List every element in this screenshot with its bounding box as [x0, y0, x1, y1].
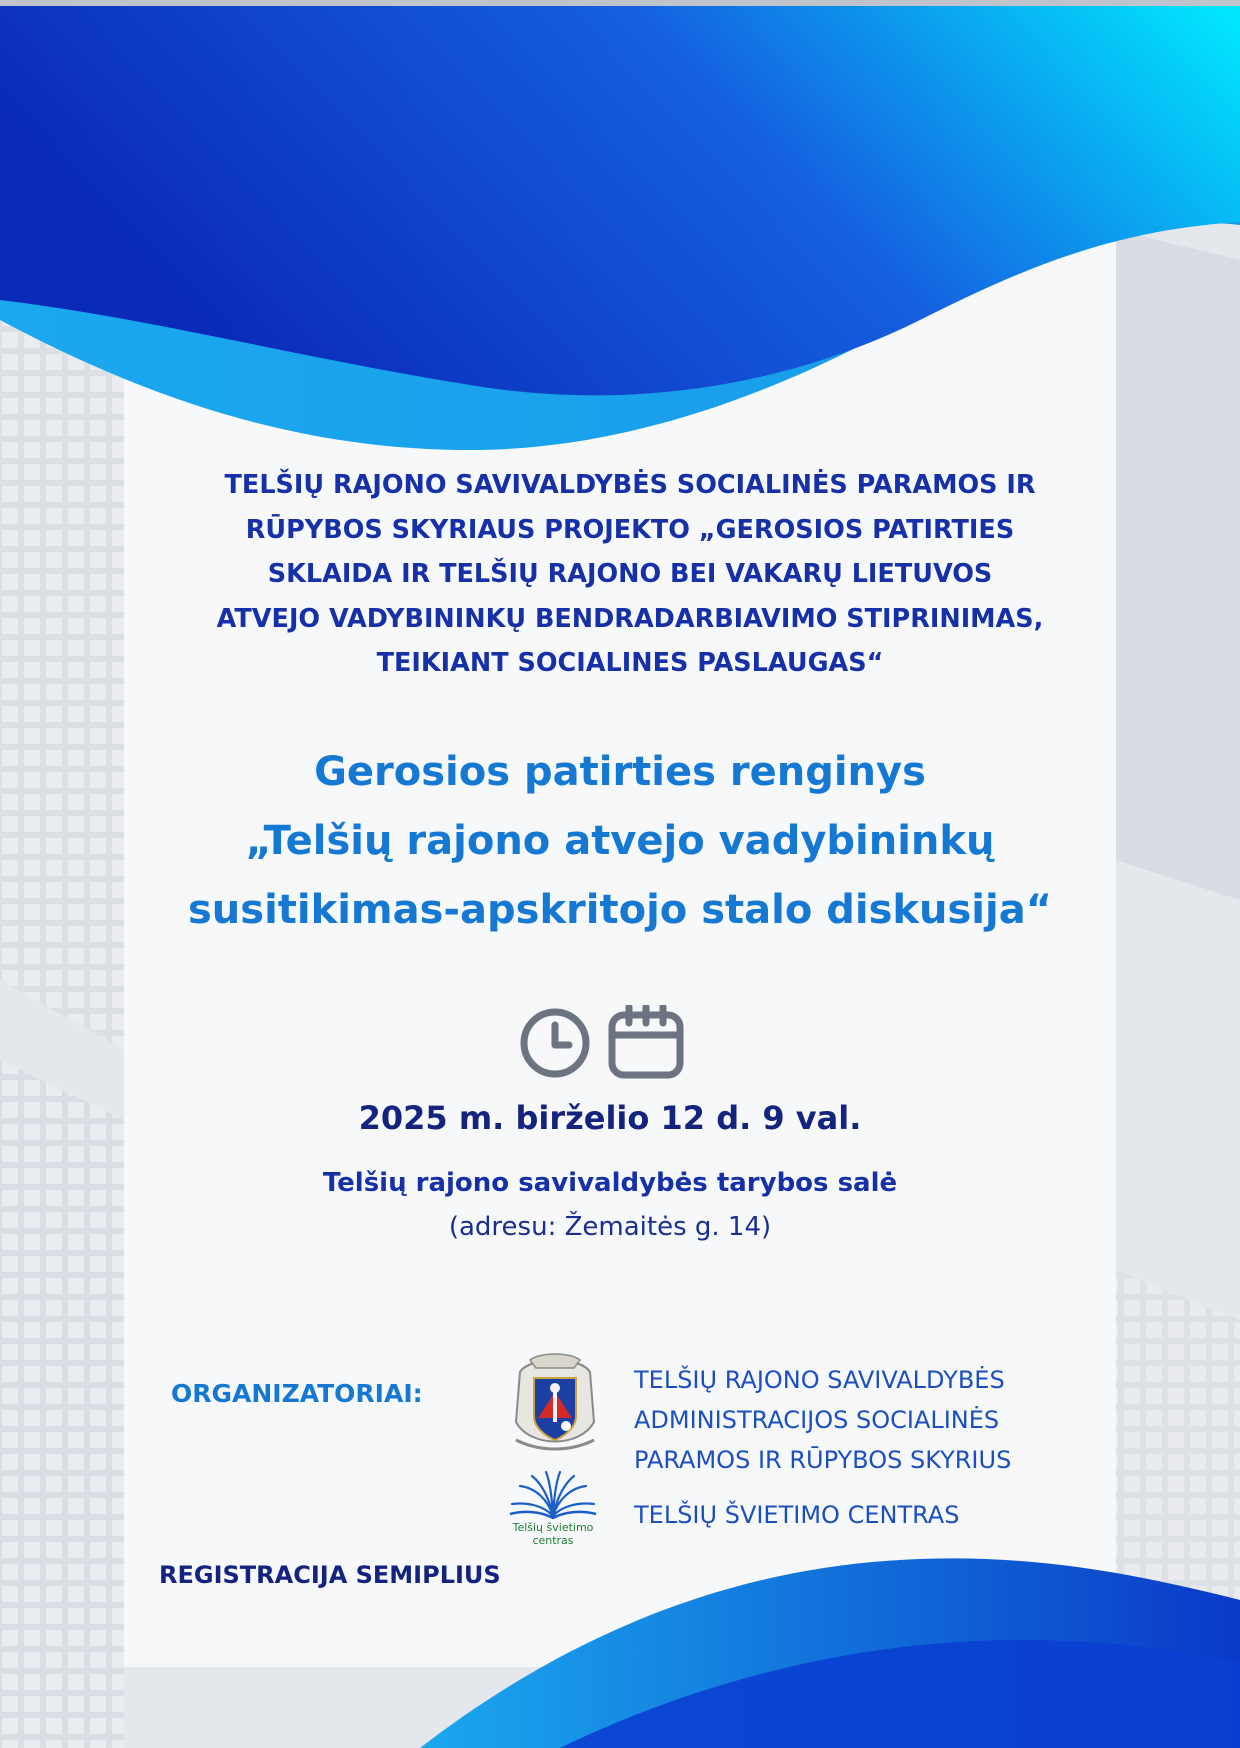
- organizers-label: ORGANIZATORIAI:: [171, 1379, 423, 1408]
- event-address: (adresu: Žemaitės g. 14): [448, 1212, 772, 1242]
- event-title: Gerosios patirties renginys „Telšių rajono atvejo vadybininkų susitikimas-apskritojo stalo diskusija“: [187, 749, 1052, 933]
- calendar-icon: [607, 1005, 685, 1079]
- organizer-name-social-dept: TELŠIŲ RAJONO SAVIVALDYBĖS ADMINISTRACIJOS SOCIALINĖS PARAMOS IR RŪPYBOS SKYRIUS: [634, 1366, 1012, 1474]
- event-datetime: 2025 m. birželio 12 d. 9 val.: [358, 1099, 862, 1137]
- organizer-name-edu-center: TELŠIŲ ŠVIETIMO CENTRAS: [634, 1501, 960, 1529]
- registration-label: REGISTRACIJA SEMIPLIUS: [159, 1561, 501, 1589]
- project-title: TELŠIŲ RAJONO SAVIVALDYBĖS SOCIALINĖS PARAMOS IR RŪPYBOS SKYRIAUS PROJEKTO „GEROSIOS PATIRTIES SKLAIDA IR TELŠIŲ RAJONO BEI VAKARŲ LIETUVOS ATVEJO VADYBININKŲ BENDRADARBIAVIMO STIPRINIMAS, TEIKIANT SOCIALINES PASLAUGAS“: [216, 470, 1044, 678]
- coat-of-arms-icon: [510, 1352, 600, 1456]
- event-venue: Telšių rajono savivaldybės tarybos salė: [322, 1168, 898, 1198]
- clock-icon: [519, 1005, 593, 1079]
- edu-logo-caption: Telšių švietimo centras: [512, 1521, 594, 1547]
- event-icons: [519, 1005, 685, 1079]
